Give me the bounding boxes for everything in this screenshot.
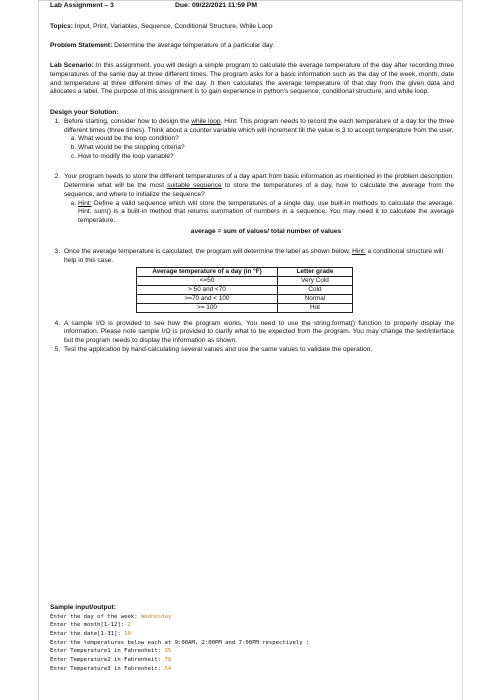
topics-label: Topics: bbox=[50, 22, 73, 30]
step1-sub-c: c. How to modify the loop variable? bbox=[78, 153, 454, 162]
topics-text: Input, Print, Variables, Sequence, Conditional Structure, While Loop bbox=[72, 22, 273, 30]
step1-sub-list bbox=[64, 135, 454, 161]
step1-text-post: . Hint: This program needs to record the each temperature of a day for the three different times (three times). Think about a counter variable which will increment till the value is 3 to accept temperature from the user. bbox=[64, 117, 455, 134]
sample-io-console bbox=[50, 613, 460, 674]
scenario-text: In this assignment, you will design a simple program to calculate the average temperature of the day after recording three temperatures of the same day at three different times. The program asks for a basic information such as the day of the week, month, date and temperature at three different times of the day. It then calculates the average temperature of that day from the given data and allocates a label. The purpose of this assignment is to gain experience in python's sequence, conditional structure, and while loop. bbox=[50, 62, 454, 96]
step2-sub-list bbox=[64, 200, 454, 237]
due-date: Due: 09/22/2021 11:59 PM bbox=[175, 2, 257, 9]
document-content bbox=[50, 2, 454, 355]
grade-table bbox=[136, 267, 353, 313]
design-heading: Design your Solution: bbox=[50, 109, 119, 117]
page-right-border bbox=[462, 0, 463, 700]
table-cell: > 50 and <70 bbox=[137, 285, 278, 294]
topics-line bbox=[50, 23, 454, 32]
step2-sequence-link: suitable sequence bbox=[167, 182, 222, 190]
average-formula: average = sum of values/ total number of values bbox=[190, 227, 342, 235]
design-step-1 bbox=[62, 118, 454, 162]
table-row bbox=[137, 285, 353, 294]
console-line: Enter the date[1-31]: 10 bbox=[50, 631, 131, 638]
design-steps-list bbox=[50, 118, 454, 355]
step1-while-loop-link: while loop bbox=[191, 117, 221, 125]
sample-heading: Sample input/output: bbox=[50, 604, 116, 611]
step1-text-pre: Before starting, consider how to design the bbox=[64, 117, 192, 125]
step2-text-pre: Your program needs to store the different temperatures of a day apart from basic information as mentioned in the problem description. Determine what will be the most bbox=[64, 173, 454, 190]
assignment-title: Lab Assignment – 3 bbox=[50, 2, 114, 9]
table-row bbox=[137, 303, 353, 312]
lab-scenario bbox=[50, 62, 454, 97]
console-line: Enter Temperature3 in Fahrenheit: 54 bbox=[50, 665, 172, 672]
step3-hint-text: a conditional structure will help in this case. bbox=[64, 248, 443, 265]
table-cell: Hot bbox=[278, 303, 353, 312]
grade-table-col-grade: Letter grade bbox=[278, 267, 353, 276]
table-cell: Normal bbox=[278, 294, 353, 303]
table-cell: Very Cold bbox=[278, 276, 353, 285]
assignment-header bbox=[50, 2, 454, 11]
step1-sub-b: b. What would be the stopping criteria? bbox=[78, 144, 454, 153]
console-line: Enter the temperatures below each at 9:00AM, 2:00PM and 7:00PM respectively : bbox=[50, 639, 310, 646]
step2-hint-text: Define a valid sequence which will store the temperatures of a single day, use built-in methods to calculate the average. Hint: sum() is a built-in method that returns summation of numbers in a sequence. You may need it to calculate the average temperature. bbox=[78, 199, 454, 224]
table-row bbox=[137, 294, 353, 303]
table-cell: >=70 and < 100 bbox=[137, 294, 278, 303]
problem-statement bbox=[50, 42, 454, 51]
step3-hint-label: Hint: bbox=[352, 248, 366, 256]
problem-label: Problem Statement: bbox=[50, 41, 113, 49]
scenario-label: Lab Scenario: bbox=[50, 62, 94, 70]
problem-text: Determine the average temperature of a particular day. bbox=[112, 41, 275, 49]
table-cell: >= 100 bbox=[137, 303, 278, 312]
table-row bbox=[137, 276, 353, 285]
console-line: Enter the month[1-12]: 2 bbox=[50, 622, 131, 629]
grade-table-header bbox=[137, 267, 353, 276]
design-step-3 bbox=[62, 248, 454, 312]
console-line: Enter the day of the week: Wednesday bbox=[50, 613, 172, 620]
design-step-4: 4. A sample I/O is provided to see how the program works. You need to use the string.format() function to properly display the information. Please note sample I/O is provided to clarify what to be expected from the program. You may change the text/interface but the program needs to display the information as shown. bbox=[62, 320, 454, 346]
step3-text: Once the average temperature is calculated, the program will determine the label as shown below. bbox=[64, 248, 353, 256]
console-line: Enter Temperature2 in Fahrenheit: 78 bbox=[50, 656, 172, 663]
design-step-5: 5. Test the application by hand-calculating several values and use the same values to validate the operation. bbox=[62, 346, 454, 355]
design-step-2 bbox=[62, 173, 454, 236]
table-cell: Cold bbox=[278, 285, 353, 294]
step2-sub-a bbox=[78, 200, 454, 237]
console-line: Enter Temperature1 in Fahrenheit: 35 bbox=[50, 648, 172, 655]
table-cell: <=50 bbox=[137, 276, 278, 285]
sample-io-section bbox=[50, 604, 460, 673]
grade-table-col-temp: Average temperature of a day (in °F) bbox=[137, 267, 278, 276]
page-left-border bbox=[38, 0, 39, 700]
step1-sub-a: a. What would be the loop condition? bbox=[78, 135, 454, 144]
step2-text-post: to store the temperatures of a day, how to calculate the average from the sequence, and where to initialize the sequence? bbox=[64, 182, 455, 198]
page-top-border bbox=[38, 0, 463, 1]
step2-hint-label: Hint: bbox=[78, 199, 92, 207]
